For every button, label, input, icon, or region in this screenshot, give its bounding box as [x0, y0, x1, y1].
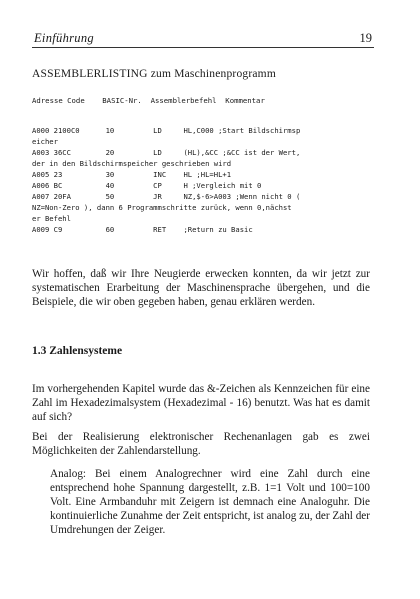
assembler-listing	[32, 125, 382, 235]
chapter-title: Einführung	[34, 31, 94, 45]
code-line: eicher	[32, 137, 58, 146]
code-line: A000 2100C0 10 LD HL,C000 ;Start Bildschirmsp	[32, 126, 301, 135]
body-paragraph-intro: Wir hoffen, daß wir Ihre Neugierde erwecken konnten, da wir jetzt zur systematischen Erarbeitung der Maschinensprache übergehen, und die Beispiele, die wir oben gegeben haben, genau erklären werden.	[32, 268, 370, 308]
code-line: A003 36CC 20 LD (HL),&CC ;&CC ist der Wert,	[32, 148, 301, 157]
listing-title: ASSEMBLERLISTING zum Maschinenprogramm	[32, 68, 276, 80]
section-heading: 1.3 Zahlensysteme	[32, 345, 123, 357]
page-header	[32, 29, 374, 48]
code-line: der in den Bildschirmspeicher geschrieben wird	[32, 159, 232, 168]
body-paragraph-hex: Im vorhergehenden Kapitel wurde das &-Zeichen als Kennzeichen für eine Zahl im Hexadezimalsystem (Hexadezimal - 16) benutzt. Was hat es damit auf sich?	[32, 383, 370, 423]
code-line: A005 23 30 INC HL ;HL=HL+1	[32, 170, 232, 179]
code-line: er Befehl	[32, 214, 71, 223]
body-paragraph-analog: Analog: Bei einem Analogrechner wird eine Zahl durch eine entsprechend hohe Spannung dargestellt, z.B. 1=1 Volt und 100=100 Volt. Eine Armbanduhr mit Zeigern ist demnach eine Analoguhr. Die kontinuierliche Zunahme der Zeit entspricht, ist analog zu, der Zahl der Umdrehungen der Zeiger.	[50, 468, 370, 536]
code-line: A007 20FA 50 JR NZ,$-6>A003 ;Wenn nicht 0 (	[32, 192, 301, 201]
page-number: 19	[359, 31, 372, 45]
code-line: NZ=Non-Zero ), dann 6 Programmschritte zurück, wenn 0,nächst	[32, 203, 292, 212]
listing-column-header: Adresse Code BASIC-Nr. Assemblerbefehl Kommentar	[32, 96, 265, 105]
code-line: A006 BC 40 CP H ;Vergleich mit 0	[32, 181, 262, 190]
code-line: A009 C9 60 RET ;Return zu Basic	[32, 225, 253, 234]
body-paragraph-representation: Bei der Realisierung elektronischer Rechenanlagen gab es zwei Möglichkeiten der Zahlendarstellung.	[32, 431, 370, 457]
